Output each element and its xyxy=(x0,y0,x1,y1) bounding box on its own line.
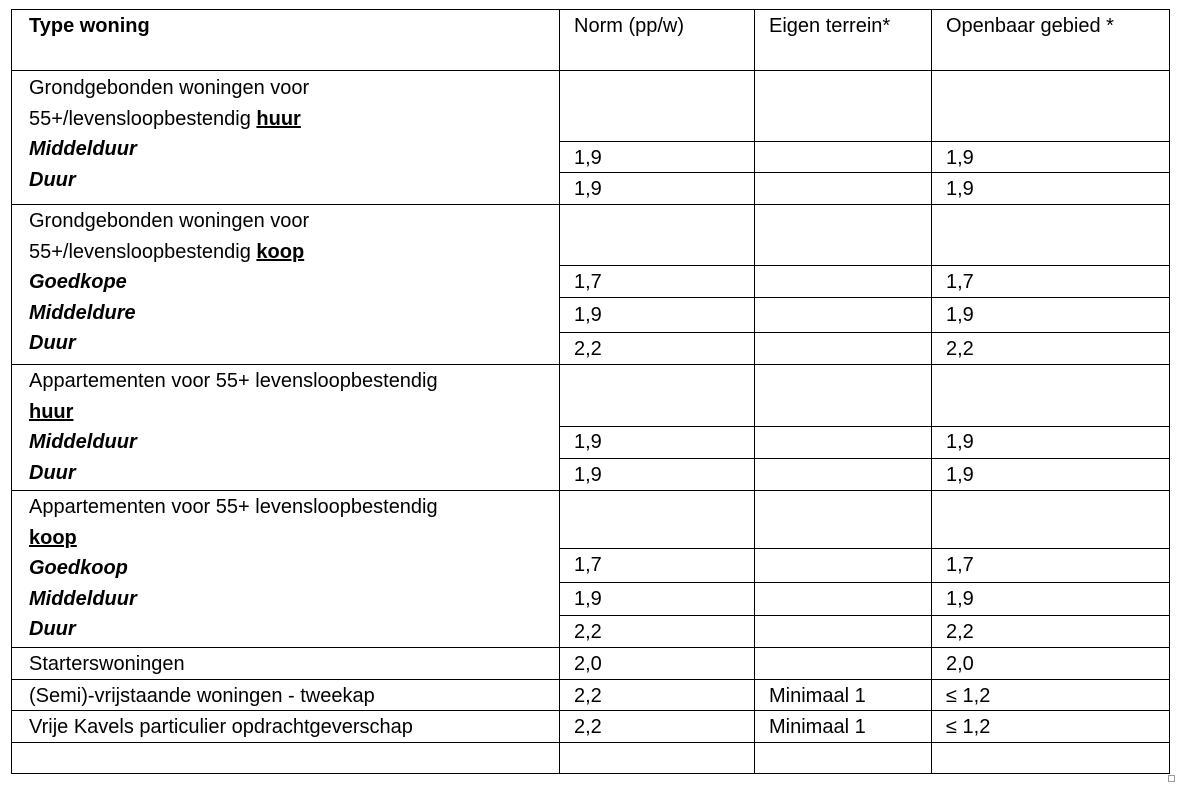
row-label: Duur xyxy=(29,462,76,484)
cell-eigen: Minimaal 1 xyxy=(769,716,866,738)
group-title: koop xyxy=(29,527,77,549)
cell-norm: 1,7 xyxy=(574,554,602,576)
cell-norm: 2,2 xyxy=(574,338,602,360)
column-divider xyxy=(931,9,932,774)
row-label: Duur xyxy=(29,332,76,354)
group-title: Appartementen voor 55+ levensloopbestendig xyxy=(29,496,438,518)
row-label: Duur xyxy=(29,618,76,640)
group-title: 55+/levensloopbestendig koop xyxy=(29,241,305,263)
row-divider xyxy=(11,204,1170,205)
table-border-right xyxy=(1169,9,1170,774)
cell-norm: 2,2 xyxy=(574,621,602,643)
row-label: Vrije Kavels particulier opdrachtgeverschap xyxy=(29,716,413,738)
group-title: 55+/levensloopbestendig huur xyxy=(29,108,301,130)
cell-norm: 1,9 xyxy=(574,464,602,486)
cell-openbaar: 1,7 xyxy=(946,554,974,576)
table-border-left xyxy=(11,9,12,774)
header-openbaar-gebied: Openbaar gebied * xyxy=(946,15,1114,37)
table-resize-handle[interactable] xyxy=(1168,775,1175,782)
cell-openbaar: 1,9 xyxy=(946,147,974,169)
cell-openbaar: 1,9 xyxy=(946,304,974,326)
cell-openbaar: 2,2 xyxy=(946,338,974,360)
row-divider xyxy=(11,364,1170,365)
row-divider xyxy=(559,458,1170,459)
row-divider xyxy=(11,490,1170,491)
cell-openbaar: 1,9 xyxy=(946,431,974,453)
row-label: (Semi)-vrijstaande woningen - tweekap xyxy=(29,685,375,707)
group-title: Grondgebonden woningen voor xyxy=(29,77,310,99)
cell-openbaar: 2,0 xyxy=(946,653,974,675)
row-divider xyxy=(11,710,1170,711)
cell-openbaar: 1,9 xyxy=(946,178,974,200)
row-label: Middelduur xyxy=(29,138,137,160)
row-divider xyxy=(559,548,1170,549)
cell-norm: 2,2 xyxy=(574,716,602,738)
row-divider xyxy=(11,70,1170,71)
row-divider xyxy=(559,172,1170,173)
cell-norm: 1,9 xyxy=(574,304,602,326)
row-divider xyxy=(559,141,1170,142)
table-border-top xyxy=(11,9,1170,10)
row-divider xyxy=(559,332,1170,333)
cell-norm: 2,0 xyxy=(574,653,602,675)
row-divider xyxy=(11,679,1170,680)
cell-openbaar: 1,9 xyxy=(946,588,974,610)
cell-norm: 1,7 xyxy=(574,271,602,293)
row-label: Goedkoop xyxy=(29,557,128,579)
row-label: Starterswoningen xyxy=(29,653,185,675)
table-border-bottom xyxy=(11,773,1170,774)
column-divider xyxy=(754,9,755,774)
cell-norm: 1,9 xyxy=(574,431,602,453)
row-label: Middelduur xyxy=(29,431,137,453)
header-type-woning: Type woning xyxy=(29,15,150,37)
cell-openbaar: ≤ 1,2 xyxy=(946,716,991,738)
cell-norm: 1,9 xyxy=(574,178,602,200)
header-eigen-terrein: Eigen terrein* xyxy=(769,15,891,37)
row-label: Middeldure xyxy=(29,302,136,324)
group-title: Grondgebonden woningen voor xyxy=(29,210,310,232)
row-divider xyxy=(559,426,1170,427)
row-divider xyxy=(11,742,1170,743)
cell-openbaar: 1,9 xyxy=(946,464,974,486)
cell-norm: 2,2 xyxy=(574,685,602,707)
cell-eigen: Minimaal 1 xyxy=(769,685,866,707)
cell-openbaar: 1,7 xyxy=(946,271,974,293)
row-divider xyxy=(559,582,1170,583)
group-title: Appartementen voor 55+ levensloopbestendig xyxy=(29,370,438,392)
cell-openbaar: ≤ 1,2 xyxy=(946,685,991,707)
cell-norm: 1,9 xyxy=(574,147,602,169)
group-title: huur xyxy=(29,401,74,423)
row-divider xyxy=(11,647,1170,648)
header-norm: Norm (pp/w) xyxy=(574,15,685,37)
row-label: Goedkope xyxy=(29,271,127,293)
cell-openbaar: 2,2 xyxy=(946,621,974,643)
row-divider xyxy=(559,297,1170,298)
row-label: Middelduur xyxy=(29,588,137,610)
row-divider xyxy=(559,615,1170,616)
row-label: Duur xyxy=(29,169,76,191)
column-divider xyxy=(559,9,560,774)
cell-norm: 1,9 xyxy=(574,588,602,610)
row-divider xyxy=(559,265,1170,266)
